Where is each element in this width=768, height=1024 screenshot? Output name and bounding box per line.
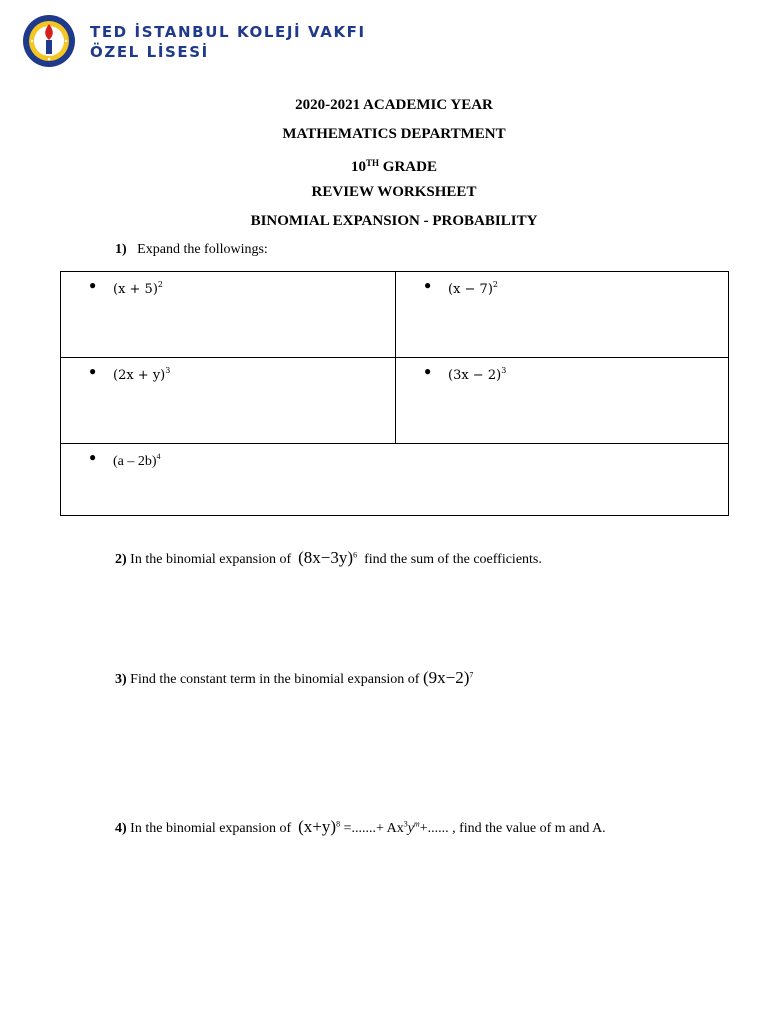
- expansion-table: [60, 271, 729, 516]
- expression-2: $(x - 7)^2$: [448, 280, 498, 297]
- table-cell: [396, 358, 729, 444]
- bullet-icon: ●: [424, 278, 432, 292]
- grade-word: GRADE: [382, 159, 437, 175]
- question-1: [115, 242, 268, 258]
- grade-number: 10: [351, 159, 367, 175]
- table-cell: [61, 272, 396, 358]
- q4-text: In the binomial expansion of: [130, 821, 292, 836]
- school-name-line1: TED İSTANBUL KOLEJİ VAKFI: [90, 23, 366, 41]
- bullet-icon: ●: [89, 450, 97, 464]
- school-name: [90, 22, 366, 62]
- table-cell: [61, 444, 729, 516]
- q3-expression: (9x−2): [422, 668, 470, 687]
- q4-number: 4): [115, 821, 127, 836]
- grade-suffix: TH: [366, 158, 380, 168]
- title-department: MATHEMATICS DEPARTMENT: [282, 126, 506, 142]
- q4-y: y: [407, 821, 414, 836]
- q1-number: 1): [115, 242, 127, 257]
- expression-1: $(x + 5)^2$: [113, 280, 163, 297]
- bullet-icon: ●: [89, 278, 97, 292]
- title-sheet: REVIEW WORKSHEET: [311, 184, 477, 200]
- q2-exponent: 6: [353, 550, 358, 560]
- question-2: [115, 548, 542, 568]
- q4-middle: =.......+ Ax: [343, 821, 404, 836]
- q2-text: In the binomial expansion of: [130, 552, 292, 567]
- q2-expression: (8x−3y): [298, 548, 354, 567]
- q4-exponent: 8: [336, 819, 341, 829]
- q4-text-after: , find the value of m and A.: [452, 821, 606, 836]
- q3-exponent: 7: [469, 670, 474, 680]
- bullet-icon: ●: [89, 364, 97, 378]
- title-year: 2020-2021 ACADEMIC YEAR: [295, 97, 493, 113]
- q4-expression: (x+y): [298, 817, 337, 836]
- q3-number: 3): [115, 672, 127, 687]
- expression-5: (a – 2b)$^4$: [113, 452, 161, 469]
- q4-tail: +......: [419, 821, 449, 836]
- school-logo: [22, 14, 76, 68]
- q4-x-exponent: 3: [403, 819, 408, 829]
- question-3: [115, 668, 473, 688]
- table-cell: [61, 358, 396, 444]
- q4-y-exponent: m: [413, 819, 420, 829]
- title-grade: [0, 153, 768, 182]
- school-name-line2: ÖZEL LİSESİ: [90, 43, 209, 61]
- expression-3: $(2x + y)^3$: [113, 366, 171, 383]
- q1-text: Expand the followings:: [137, 242, 268, 257]
- question-4: [115, 817, 606, 837]
- worksheet-titles: [0, 95, 768, 240]
- q3-text: Find the constant term in the binomial expansion of: [130, 672, 420, 687]
- table-cell: [396, 272, 729, 358]
- expression-4: $(3x - 2)^3$: [448, 366, 507, 383]
- q2-text-after: find the sum of the coefficients.: [364, 552, 542, 567]
- q2-number: 2): [115, 552, 127, 567]
- bullet-icon: ●: [424, 364, 432, 378]
- title-topic: BINOMIAL EXPANSION - PROBABILITY: [250, 213, 538, 229]
